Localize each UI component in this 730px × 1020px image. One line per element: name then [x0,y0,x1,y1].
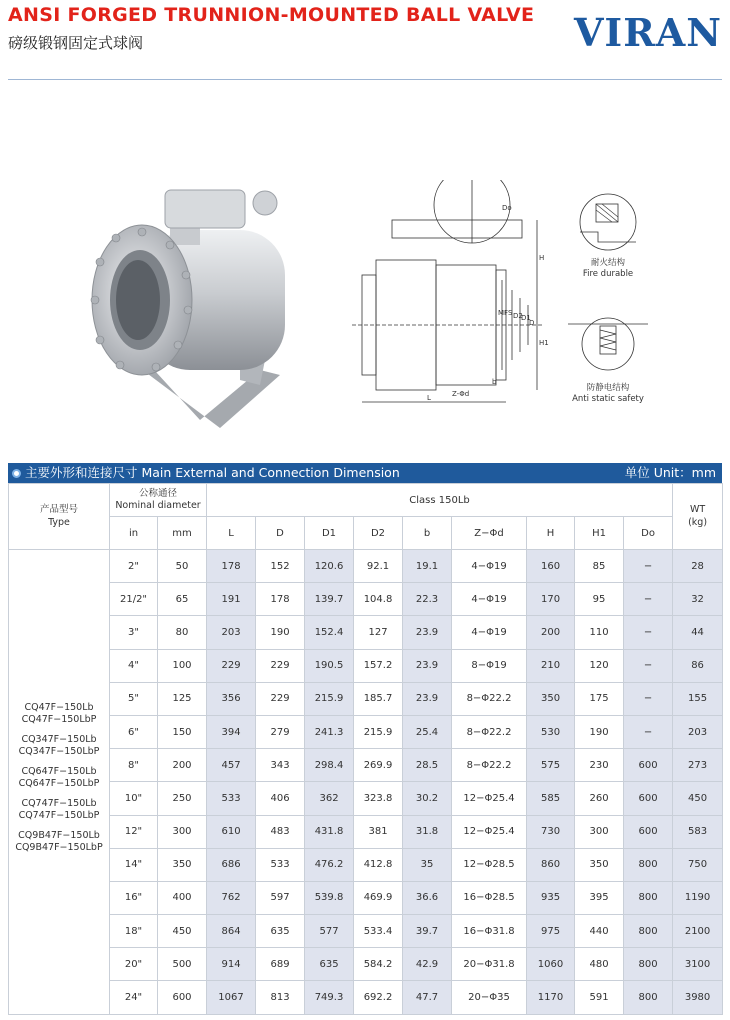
table-cell: 450 [158,915,207,948]
column-header: D1 [305,517,354,550]
table-row [9,583,723,616]
table-cell: 12" [110,815,158,848]
table-cell: 533 [207,782,256,815]
table-cell: 47.7 [403,981,452,1014]
table-cell: 21/2" [110,583,158,616]
table-cell: 12−Φ25.4 [452,815,527,848]
class-header: Class 150Lb [207,484,673,517]
table-cell: 190 [575,715,624,748]
table-cell: 191 [207,583,256,616]
table-cell: 635 [305,948,354,981]
table-cell: 450 [673,782,723,815]
table-cell: 28 [673,550,723,583]
table-cell: 241.3 [305,715,354,748]
table-cell: 5" [110,682,158,715]
label-h1: H1 [539,339,549,347]
type-model: CQ47F−150LbP [21,714,97,726]
table-row [9,616,723,649]
table-cell: 28.5 [403,749,452,782]
table-cell: 400 [158,881,207,914]
table-cell: 584.2 [354,948,403,981]
table-cell: 864 [207,915,256,948]
table-cell: 431.8 [305,815,354,848]
type-header-en: Type [48,516,70,528]
column-header: L [207,517,256,550]
type-header [9,484,110,550]
label-b: b [492,378,497,386]
table-cell: 44 [673,616,723,649]
table-cell: 20−Φ35 [452,981,527,1014]
table-cell: 100 [158,649,207,682]
table-cell: 86 [673,649,723,682]
table-cell: 230 [575,749,624,782]
table-row [9,649,723,682]
table-cell: 533.4 [354,915,403,948]
wt-header-1: WT [689,504,706,515]
table-cell: 8−Φ22.2 [452,715,527,748]
table-cell: 175 [575,682,624,715]
type-model: CQ47F−150Lb [24,701,94,713]
table-cell: 800 [624,881,673,914]
table-cell: 1190 [673,881,723,914]
dimension-table [8,483,723,1015]
table-cell: 170 [527,583,575,616]
table-cell: 155 [673,682,723,715]
fire-durable-detail-icon [568,192,648,252]
table-cell: 16−Φ31.8 [452,915,527,948]
table-cell: 350 [575,848,624,881]
fire-durable-label [556,258,660,280]
table-cell: 210 [527,649,575,682]
column-header: Z−Φd [452,517,527,550]
column-header: Do [624,517,673,550]
table-cell: 813 [256,981,305,1014]
table-cell: 4" [110,649,158,682]
table-cell: 8" [110,749,158,782]
table-cell: 178 [256,583,305,616]
anti-static-detail-icon [568,312,648,372]
table-cell: 583 [673,815,723,848]
column-header: b [403,517,452,550]
table-cell: 362 [305,782,354,815]
table-cell: 23.9 [403,682,452,715]
table-cell: 39.7 [403,915,452,948]
label-d: D [529,319,535,327]
table-cell: 95 [575,583,624,616]
table-row [9,749,723,782]
table-cell: 229 [256,649,305,682]
table-cell: 80 [158,616,207,649]
label-d1: D1 [521,314,531,322]
table-cell: 10" [110,782,158,815]
table-cell: 203 [673,715,723,748]
table-cell: 600 [158,981,207,1014]
table-cell: 800 [624,981,673,1014]
table-row [9,915,723,948]
table-cell: 730 [527,815,575,848]
table-cell: 260 [575,782,624,815]
table-cell: 20−Φ31.8 [452,948,527,981]
table-cell: 692.2 [354,981,403,1014]
table-cell: 18" [110,915,158,948]
type-model: CQ747F−150LbP [18,810,100,822]
table-cell: 762 [207,881,256,914]
table-cell: 16" [110,881,158,914]
table-cell: 185.7 [354,682,403,715]
table-cell: 190.5 [305,649,354,682]
table-cell: 610 [207,815,256,848]
type-model: CQ647F−150LbP [18,778,100,790]
table-cell: 412.8 [354,848,403,881]
table-cell: 530 [527,715,575,748]
table-cell: 1060 [527,948,575,981]
table-cell: 35 [403,848,452,881]
unit-label: 单位 Unit：mm [624,465,716,480]
table-cell: 800 [624,915,673,948]
nominal-header-cn: 公称通径 [139,487,178,499]
table-cell: 42.9 [403,948,452,981]
table-cell: 480 [575,948,624,981]
table-cell: 1170 [527,981,575,1014]
table-cell: 356 [207,682,256,715]
table-cell: 12−Φ28.5 [452,848,527,881]
table-cell: 152.4 [305,616,354,649]
table-cell: 125 [158,682,207,715]
column-header: H [527,517,575,550]
table-cell: 22.3 [403,583,452,616]
table-cell: 110 [575,616,624,649]
table-cell: 483 [256,815,305,848]
table-cell: 31.8 [403,815,452,848]
table-cell: 139.7 [305,583,354,616]
table-cell: 750 [673,848,723,881]
table-cell: 323.8 [354,782,403,815]
table-row [9,981,723,1014]
table-cell: 689 [256,948,305,981]
section-title: 主要外形和连接尺寸 Main External and Connection Dimension [25,465,400,480]
table-cell: 469.9 [354,881,403,914]
table-cell: 279 [256,715,305,748]
table-cell: 160 [527,550,575,583]
table-cell: 65 [158,583,207,616]
table-cell: 8−Φ19 [452,649,527,682]
table-cell: 635 [256,915,305,948]
table-cell: 539.8 [305,881,354,914]
table-cell: 190 [256,616,305,649]
table-cell: 597 [256,881,305,914]
table-cell: 50 [158,550,207,583]
label-d2: D2 [513,312,523,320]
table-cell: 203 [207,616,256,649]
table-cell: 85 [575,550,624,583]
type-model: CQ9B47F−150LbP [15,842,103,854]
table-cell: 395 [575,881,624,914]
table-row [9,682,723,715]
column-header: in [110,517,158,550]
table-row [9,782,723,815]
label-l: L [427,394,431,402]
fire-durable-cn: 耐火结构 [590,258,625,268]
type-model: CQ9B47F−150Lb [18,829,100,841]
table-cell: 12−Φ25.4 [452,782,527,815]
table-cell: 935 [527,881,575,914]
table-cell: 298.4 [305,749,354,782]
table-cell: 585 [527,782,575,815]
label-do: Do [502,204,512,212]
table-cell: 152 [256,550,305,583]
table-cell: 178 [207,550,256,583]
table-cell: 500 [158,948,207,981]
table-row [9,815,723,848]
table-cell: 23.9 [403,649,452,682]
table-cell: 215.9 [305,682,354,715]
table-cell: 591 [575,981,624,1014]
table-cell: 8−Φ22.2 [452,682,527,715]
type-header-cn: 产品型号 [39,504,78,515]
table-cell: 2100 [673,915,723,948]
label-mfs: MFS [498,309,513,317]
table-cell: 800 [624,948,673,981]
table-cell: 23.9 [403,616,452,649]
table-cell: 4−Φ19 [452,550,527,583]
table-cell: 577 [305,915,354,948]
table-cell: 269.9 [354,749,403,782]
table-cell: − [624,550,673,583]
table-cell: 215.9 [354,715,403,748]
brand-logo: VIRAN [573,10,722,55]
table-cell: 3100 [673,948,723,981]
table-cell: 6" [110,715,158,748]
table-cell: 104.8 [354,583,403,616]
table-cell: 575 [527,749,575,782]
table-cell: 273 [673,749,723,782]
column-header: D2 [354,517,403,550]
table-cell: 350 [158,848,207,881]
table-cell: 381 [354,815,403,848]
type-model: CQ647F−150Lb [21,765,97,777]
table-cell: 440 [575,915,624,948]
table-cell: − [624,715,673,748]
table-cell: 686 [207,848,256,881]
table-cell: 150 [158,715,207,748]
header-divider [8,79,722,80]
table-cell: 20" [110,948,158,981]
section-title-bar [8,463,722,483]
table-cell: 32 [673,583,723,616]
table-cell: 975 [527,915,575,948]
anti-static-label [556,383,660,405]
table-cell: 127 [354,616,403,649]
table-cell: 476.2 [305,848,354,881]
table-cell: 92.1 [354,550,403,583]
table-cell: 200 [158,749,207,782]
table-cell: 300 [575,815,624,848]
table-cell: 749.3 [305,981,354,1014]
table-cell: 200 [527,616,575,649]
column-header: D [256,517,305,550]
table-cell: 600 [624,782,673,815]
type-cell [9,550,110,1015]
table-cell: 36.6 [403,881,452,914]
type-model: CQ347F−150LbP [18,746,100,758]
table-row [9,715,723,748]
table-cell: 250 [158,782,207,815]
table-cell: 800 [624,848,673,881]
table-cell: 157.2 [354,649,403,682]
table-cell: 3980 [673,981,723,1014]
table-cell: 600 [624,815,673,848]
table-cell: 8−Φ22.2 [452,749,527,782]
table-cell: 914 [207,948,256,981]
table-cell: 600 [624,749,673,782]
table-cell: 229 [256,682,305,715]
table-cell: 24" [110,981,158,1014]
anti-static-en: Anti static safety [572,394,644,404]
title-english: ANSI FORGED TRUNNION-MOUNTED BALL VALVE [8,4,535,26]
table-cell: 300 [158,815,207,848]
table-cell: 343 [256,749,305,782]
table-cell: 3" [110,616,158,649]
wt-header-2: (kg) [688,516,708,528]
column-header: mm [158,517,207,550]
table-cell: 120 [575,649,624,682]
table-cell: 120.6 [305,550,354,583]
table-cell: 4−Φ19 [452,583,527,616]
table-cell: 16−Φ28.5 [452,881,527,914]
type-model: CQ747F−150Lb [21,797,97,809]
bullet-icon [12,469,21,478]
table-cell: 2" [110,550,158,583]
table-cell: − [624,616,673,649]
table-row [9,848,723,881]
title-chinese: 磅级锻钢固定式球阀 [8,34,144,52]
table-cell: 4−Φ19 [452,616,527,649]
table-cell: 14" [110,848,158,881]
dimension-drawing [352,180,552,420]
table-cell: 229 [207,649,256,682]
table-cell: 533 [256,848,305,881]
table-cell: 406 [256,782,305,815]
table-cell: 350 [527,682,575,715]
nominal-header [110,484,207,517]
table-cell: − [624,649,673,682]
type-model: CQ347F−150Lb [21,733,97,745]
table-cell: 19.1 [403,550,452,583]
table-cell: 1067 [207,981,256,1014]
table-cell: 25.4 [403,715,452,748]
nominal-header-en: Nominal diameter [115,500,201,511]
table-row [9,550,723,583]
table-cell: 860 [527,848,575,881]
table-row [9,948,723,981]
table-cell: 394 [207,715,256,748]
fire-durable-en: Fire durable [582,269,634,279]
label-zd: Z-Φd [452,390,470,398]
table-cell: − [624,682,673,715]
wt-header [673,484,723,550]
table-cell: 30.2 [403,782,452,815]
table-cell: 457 [207,749,256,782]
label-h: H [539,254,545,262]
valve-photo [90,170,320,440]
table-row [9,881,723,914]
column-header: H1 [575,517,624,550]
anti-static-cn: 防静电结构 [586,383,630,393]
table-cell: − [624,583,673,616]
